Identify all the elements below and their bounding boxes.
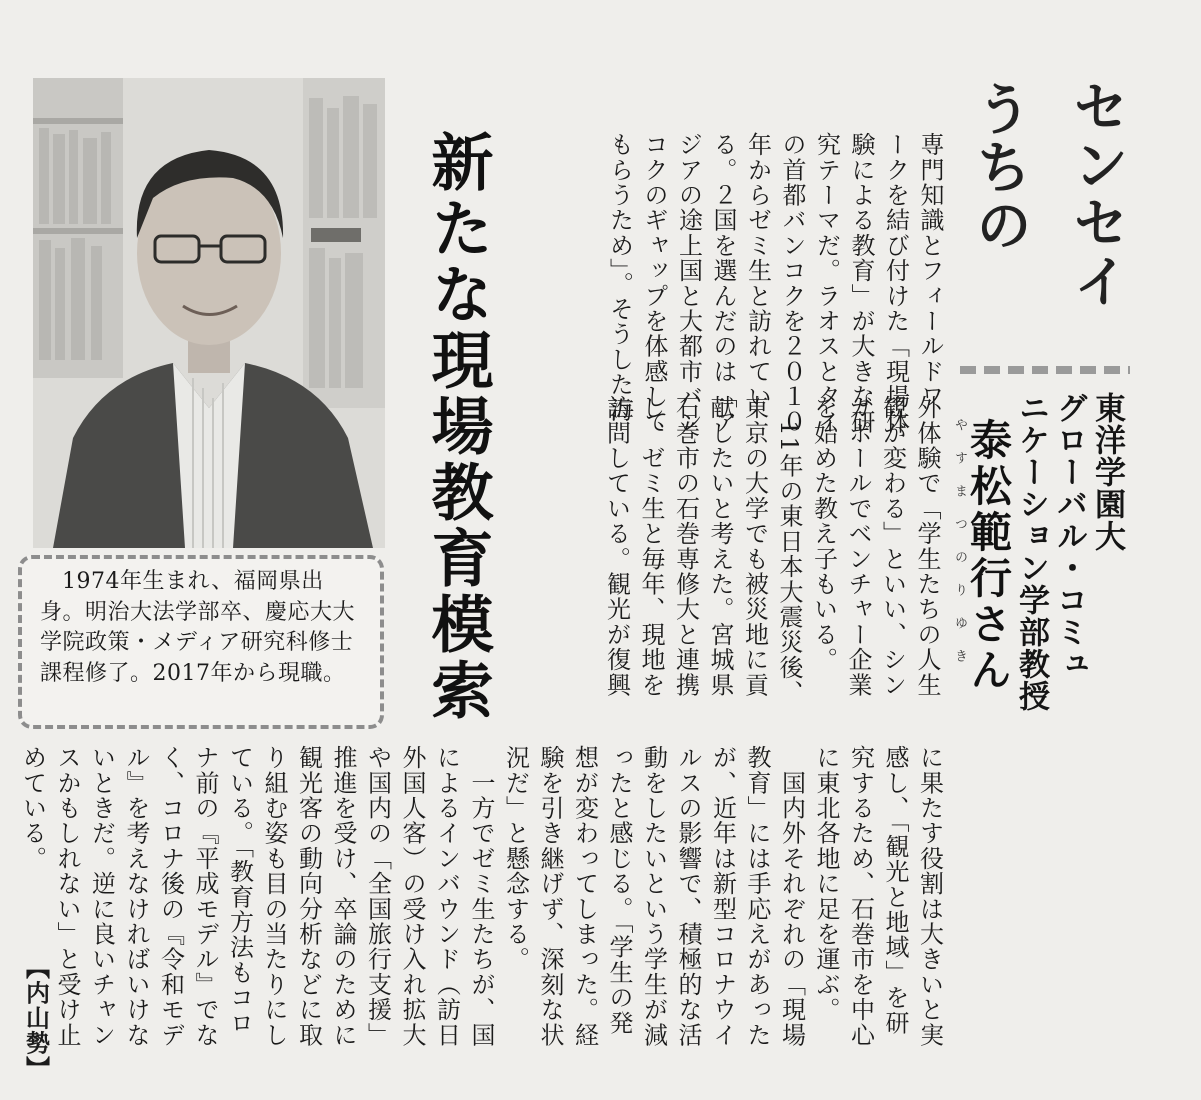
photo-caption-text: 1974年生まれ、福岡県出身。明治大法学部卒、慶応大大学院政策・メディア研究科修士課程修了。2017年から現職。 xyxy=(40,569,356,686)
corner-title-line2: センセイ xyxy=(1064,78,1129,310)
affiliation-line3: ニケーション学部教授 xyxy=(1013,392,1049,712)
portrait-photo xyxy=(33,78,385,548)
person-name: 泰松範行さん xyxy=(964,418,1013,694)
section-divider xyxy=(960,366,1130,374)
headline: 新たな現場教育模索 xyxy=(421,130,494,724)
portrait-illustration xyxy=(33,78,385,548)
affiliation-line1: 東洋学園大 xyxy=(1089,392,1125,552)
byline: 【内山勢】 xyxy=(21,955,51,1081)
name-ruby: やすまつのりゆき xyxy=(952,418,967,682)
affiliation-line2: グローバル・コミュ xyxy=(1051,392,1087,680)
article-body-block2: 外体験で「学生たちの人生 観が変わる」といい、シン ガポールでベンチャー企業 を始めた教え子もいる。 11年の東日本大震災後、 東京の大学でも被災地に貢 献したいと考えた。宮城県 石巻市の石巻専修大と連携 し、ゼミ生と毎年、現地を 訪問している。観光が復興 xyxy=(602,395,941,706)
article-body-block1: 専門知識とフィールドワ ークを結び付けた「現場体 験による教育」が大きな研 究テーマだ。ラオスとタイ の首都バンコクを２０１０ 年からゼミ生と訪れてい る。２国を選んだのは「ア ジアの途上国と大都市バン コクのギャップを体感して もらうため」。そうした海 xyxy=(605,132,944,435)
article-body-block3: に果たす役割は大きいと実 感し、「観光と地域」を研 究するため、石巻市を中心 に東北各地に足を運ぶ。 国内外それぞれの「現場 教育」には手応えがあった が、近年は新型コロナウイ ルスの影響で、積極的な活 動をしたいという学生が減 ったと感じる。「学生の発 想が変わってしまった。経 験を引き継げず、深刻な状 況だ」と懸念する。 一方でゼミ生たちが、国 によるインバウンド（訪日 外国人客）の受け入れ拡大 や国内の「全国旅行支援」 推進を受け、卒論のために 観光客の動向分析などに取 り組む姿も目の当たりにし ている。「教育方法もコロ ナ前の『平成モデル』でな く、コロナ後の『令和モデ ル』を考えなければいけな いときだ。逆に良いチャン スかもしれない」と受け止 めている。 xyxy=(18,745,944,1048)
photo-caption-box xyxy=(18,555,384,729)
corner-title-line1: うちの xyxy=(967,80,1032,254)
